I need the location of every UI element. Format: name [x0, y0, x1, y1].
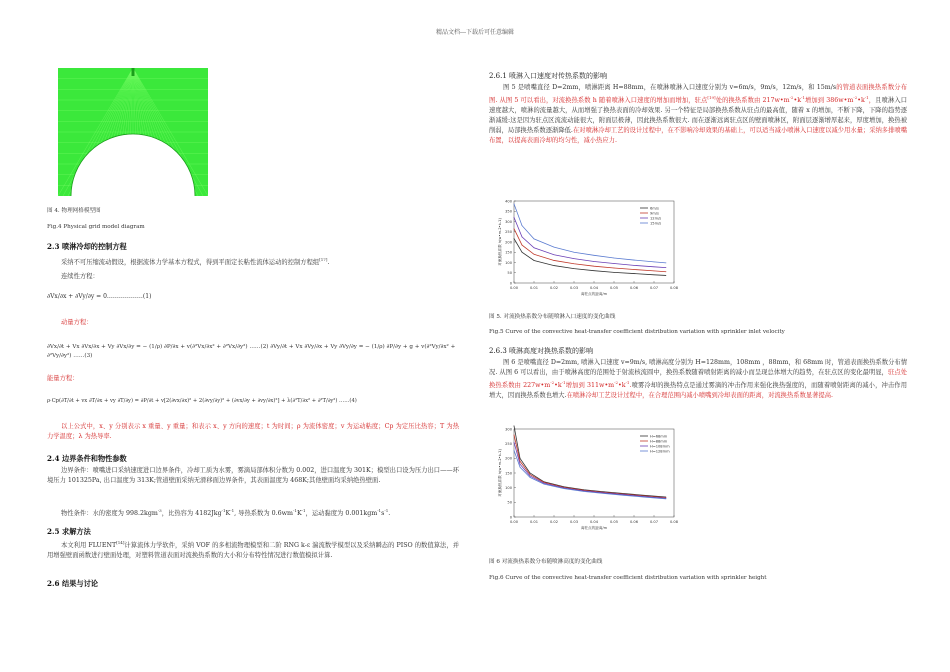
- data-point: [514, 238, 515, 239]
- data-point: [514, 442, 515, 443]
- x-tick-label: 0.00: [509, 286, 519, 290]
- legend-label: H=108mm: [650, 444, 670, 449]
- data-point: [634, 265, 635, 266]
- data-point: [594, 266, 595, 267]
- momentum-equation: ∂Vx/∂t + Vx ∂Vx/∂x + Vy ∂Vx/∂y = − (1/ρ) ∂P/∂x + v(∂²Vx/∂x² + ∂²Vx/∂y²) ……(2) ∂Vy/∂t + Vx ∂Vy/∂x + Vy ∂Vy/∂y = − (1/ρ) ∂P/∂y + g + v(∂²Vy/∂x² + ∂²Vy/∂y²) ……(3): [47, 344, 456, 359]
- data-point: [614, 272, 615, 273]
- data-point: [574, 263, 575, 264]
- data-point: [594, 255, 595, 256]
- sec25-title: 2.5 求解方法: [47, 527, 91, 536]
- data-point: [520, 467, 521, 468]
- continuity-label: 连续性方程：: [61, 273, 99, 280]
- y-tick-label: 350: [505, 209, 512, 214]
- sec23-title: 2.3 喷淋冷却的控制方程: [47, 242, 127, 251]
- y-tick-label: 300: [505, 219, 512, 224]
- legend-label: H=68mm: [650, 434, 668, 439]
- data-point: [666, 271, 667, 272]
- y-axis-label: 对流换热系数 h(w•m-2•k-1): [498, 449, 502, 497]
- sec263-title: 2.6.3 喷淋高度对换热系数的影响: [489, 347, 594, 355]
- y-tick-label: 250: [505, 441, 512, 446]
- data-point: [544, 483, 545, 484]
- energy-equation: ρ·Cp(∂T/∂t + vx ∂T/∂x + vy ∂T/∂y) = ∂P/∂t + v[2(∂vx/∂x)² + 2(∂vy/∂y)² + (∂vx/∂y + ∂vy/∂x)²] + λ(∂²T/∂x² + ∂²T/∂y²) ……(4): [47, 398, 357, 404]
- data-point: [544, 482, 545, 483]
- legend-label: 12m/s: [650, 216, 662, 221]
- sec261-text: 图 5 是喷嘴直径 D=2mm，喷淋距离 H=88mm，在喷淋喷淋入口速度分别为 v=6m/s，9m/s，12m/s，和 15m/s的管道表面换热系数分布图. 从图 5 可以看出，对流换热系数 h 随着喷淋入口速度的增加而增加，驻点[19]处的换热系数由 $217w•m^{-2}•k^{-1}$增加到 $386w•m^{-2}•k^{-1}$，且喷淋入口速度越大，喷淋的流量越大，从而增强了换热表面的冷却效果. 另一个特征是局部换热系数从驻点的最高值，随着 x 的增加，不断下降，下降的趋势逐渐减缓:这是因为驻点区流流动能很大，附面层极薄，因此换热系数很大. 而在逐渐远离驻点区的壁面喷淋区，附面层逐渐增厚起来，厚度增加，换热被削弱，局部换热系数逐渐降低.在对喷淋冷却工艺的设计过程中，在不影响冷却效果的基础上，可以适当减小喷淋入口速度以减少用水量；采纳多排喷嘴布置，以提高表面冷却的均匀性，减小热应力.: [489, 84, 908, 145]
- fig4-caption-en: Fig.4 Physical grid model diagram: [47, 224, 145, 230]
- x-tick-label: 0.05: [609, 286, 619, 290]
- data-point: [594, 261, 595, 262]
- x-tick-label: 0.04: [589, 520, 599, 524]
- x-tick-label: 0.00: [509, 520, 519, 524]
- y-tick-label: 150: [505, 250, 512, 255]
- y-tick-label: 400: [505, 199, 512, 204]
- y-tick-label: 100: [505, 260, 512, 265]
- data-point: [522, 245, 523, 246]
- nozzle: [132, 68, 135, 76]
- data-point: [530, 476, 531, 477]
- x-tick-label: 0.02: [549, 286, 559, 290]
- data-point: [574, 268, 575, 269]
- y-tick-label: 150: [505, 471, 512, 476]
- data-point: [654, 266, 655, 267]
- data-point: [514, 435, 515, 436]
- legend-label: H=128mm: [650, 449, 670, 454]
- x-tick-label: 0.07: [649, 286, 659, 290]
- sec25-text: 本文利用 FLUENT[14]计算流体力学软件，采纳 VOF 的多相流物理模型和二阶 RNG k-ε 湍流数学模型以及采纳瞬态的 PISO 的数值算法，并用增强壁面函数进行壁面处理，对塑料管道表面对流换热系数的大小和分布特性情况进行数值模拟计算.: [47, 540, 459, 560]
- data-point: [530, 473, 531, 474]
- data-point: [514, 217, 515, 218]
- y-tick-label: 300: [505, 427, 512, 432]
- data-point: [634, 273, 635, 274]
- data-point: [534, 239, 535, 240]
- data-point: [614, 258, 615, 259]
- x-axis-label: 离驻点的距离/m: [580, 292, 608, 296]
- momentum-label: 动量方程：: [61, 319, 93, 326]
- data-point: [530, 474, 531, 475]
- energy-label: 能量方程：: [47, 375, 79, 382]
- legend-label: H=88mm: [650, 439, 668, 444]
- data-point: [666, 498, 667, 499]
- legend-label: 15m/s: [650, 221, 662, 226]
- data-point: [574, 252, 575, 253]
- data-point: [530, 477, 531, 478]
- series-line-H=88mm: [514, 435, 666, 498]
- data-point: [544, 484, 545, 485]
- x-axis-label: 离驻点的距离/m: [580, 526, 608, 530]
- data-point: [514, 425, 515, 426]
- data-point: [520, 464, 521, 465]
- y-axis-label: 对流换热系数 h(w•m-2•k-1): [498, 218, 502, 266]
- continuity-equation: ∂Vx/∂x + ∂Vy/∂y = 0………………(1): [47, 293, 152, 300]
- x-tick-label: 0.08: [669, 520, 679, 524]
- data-point: [654, 271, 655, 272]
- data-point: [666, 263, 667, 264]
- y-tick-label: 250: [505, 230, 512, 235]
- sec24-boundary: 边界条件：喷嘴进口采纳速度进口边界条件，冷却工质为水雾，雾滴局部体积分数为 0.002，进口温度为 301K；模型出口设为压力出口——环境压力 101325Pa, 出口温度为 313K;管道壁面采纳无滑移面边界条件，其表面温度为 468K;其他壁面均采纳绝热壁面.: [47, 467, 459, 484]
- x-tick-label: 0.06: [629, 286, 639, 290]
- sec23-intro: 采纳不可压缩流动假设，根据流体力学基本方程式，得到平面定长粘性流体运动的控制方程组[17].: [61, 257, 330, 267]
- y-tick-label: 100: [505, 485, 512, 490]
- data-point: [604, 493, 605, 494]
- x-tick-label: 0.06: [629, 520, 639, 524]
- data-point: [614, 268, 615, 269]
- x-tick-label: 0.02: [549, 520, 559, 524]
- page-header: 精品文档---下载后可任意编辑: [435, 29, 515, 36]
- fig4-caption-cn: 图 4. 物理网格模型图: [47, 208, 101, 214]
- data-point: [574, 258, 575, 259]
- data-point: [514, 204, 515, 205]
- y-tick-label: 0: [509, 515, 512, 520]
- x-tick-label: 0.08: [669, 286, 679, 290]
- data-point: [614, 263, 615, 264]
- data-point: [522, 225, 523, 226]
- data-point: [666, 275, 667, 276]
- y-tick-label: 0: [509, 281, 512, 286]
- x-tick-label: 0.01: [529, 520, 539, 524]
- fig5-caption-en: Fig.5 Curve of the convective heat-transfer coefficient distribution variation with sprinkler inlet velocity: [489, 329, 785, 335]
- sec263-text: 图 6 是喷嘴直径 D=2mm, 喷淋入口速度 v=9m/s, 喷淋高度分别为 H=128mm，108mm ，88mm，和 68mm 时，管道表面换热系数分布情况. 从图 6 可以看出，由于喷淋高度的范围处于射流核流圆中，换热系数随着喷射距离的减小而呈现总体增大的趋势，在驻点区的变化最明显，驻点处换热系数由 $227w•m^{-2}•k^{-1}$增加到 $311w•m^{-2}•k^{-1}$.喷雾冷却的换热特点是通过雾滴的冲击作用来强化换热强度的，而随着喷射距离的减小，冲击作用增大，因而换热系数也增大.在喷淋冷却工艺设计过程中，在合理范围内减小喷嘴到冷却表面的距离，对流换热系数显著提高.: [489, 359, 907, 400]
- fig6-caption-cn: 图 6 对流换热系数分布随喷淋高度的变化曲线: [489, 559, 603, 565]
- data-point: [634, 269, 635, 270]
- mesh-diagram: [58, 66, 208, 196]
- series-line-12m/s: [514, 217, 666, 267]
- data-point: [554, 260, 555, 261]
- x-tick-label: 0.03: [569, 520, 579, 524]
- data-point: [514, 228, 515, 229]
- data-point: [564, 488, 565, 489]
- sec26-title: 2.6 结果与讨论: [47, 579, 98, 588]
- y-tick-label: 50: [507, 500, 512, 505]
- x-tick-label: 0.03: [569, 286, 579, 290]
- fig6-chart: [486, 424, 686, 539]
- series-line-H=68mm: [514, 426, 666, 497]
- symbols-explanation: 以上公式中，x、y 分别表示 x 重量、y 重量；和表示 x、y 方向的速度；t 为时间；ρ 为流体密度；v 为运动粘度；Cp 为定压比热容；T 为热力学温度；λ 为热导率.: [47, 423, 459, 440]
- data-point: [520, 461, 521, 462]
- legend-label: 9m/s: [650, 211, 659, 216]
- data-point: [644, 497, 645, 498]
- y-tick-label: 200: [505, 456, 512, 461]
- data-point: [522, 252, 523, 253]
- x-tick-label: 0.07: [649, 520, 659, 524]
- x-tick-label: 0.04: [589, 286, 599, 290]
- data-point: [554, 247, 555, 248]
- data-point: [554, 254, 555, 255]
- y-tick-label: 50: [507, 271, 512, 276]
- x-tick-label: 0.01: [529, 286, 539, 290]
- legend-label: 6m/s: [650, 206, 659, 211]
- data-point: [584, 491, 585, 492]
- fig6-caption-en: Fig.6 Curve of the convective heat-transfer coefficient distribution variation with sprinkler height: [489, 575, 767, 581]
- data-point: [554, 265, 555, 266]
- data-point: [514, 450, 515, 451]
- data-point: [534, 254, 535, 255]
- data-point: [654, 274, 655, 275]
- data-point: [522, 237, 523, 238]
- data-point: [666, 267, 667, 268]
- sec24-title: 2.4 边界条件和物性参数: [47, 454, 127, 463]
- data-point: [654, 262, 655, 263]
- sec24-properties: 物性条件：水的密度为 998.2kgm$^{-3}$，比热容为 $4182Jkg^{-1}K^{-1}$, 导热系数为 $0.6wm^{-1}K^{-1}$，运动黏度为 $0.001kgm^{-1}s^{-1}$.: [61, 508, 391, 518]
- sec261-title: 2.6.1 喷淋入口速度对传热系数的影响: [489, 72, 608, 80]
- data-point: [624, 495, 625, 496]
- fig5-chart: [486, 196, 686, 301]
- data-point: [534, 260, 535, 261]
- series-line-9m/s: [514, 229, 666, 272]
- data-point: [534, 247, 535, 248]
- fig5-caption-cn: 图 5. 对流换热系数分布随喷淋入口速度的变化曲线: [489, 314, 616, 320]
- x-tick-label: 0.05: [609, 520, 619, 524]
- data-point: [634, 260, 635, 261]
- data-point: [594, 270, 595, 271]
- y-tick-label: 200: [505, 240, 512, 245]
